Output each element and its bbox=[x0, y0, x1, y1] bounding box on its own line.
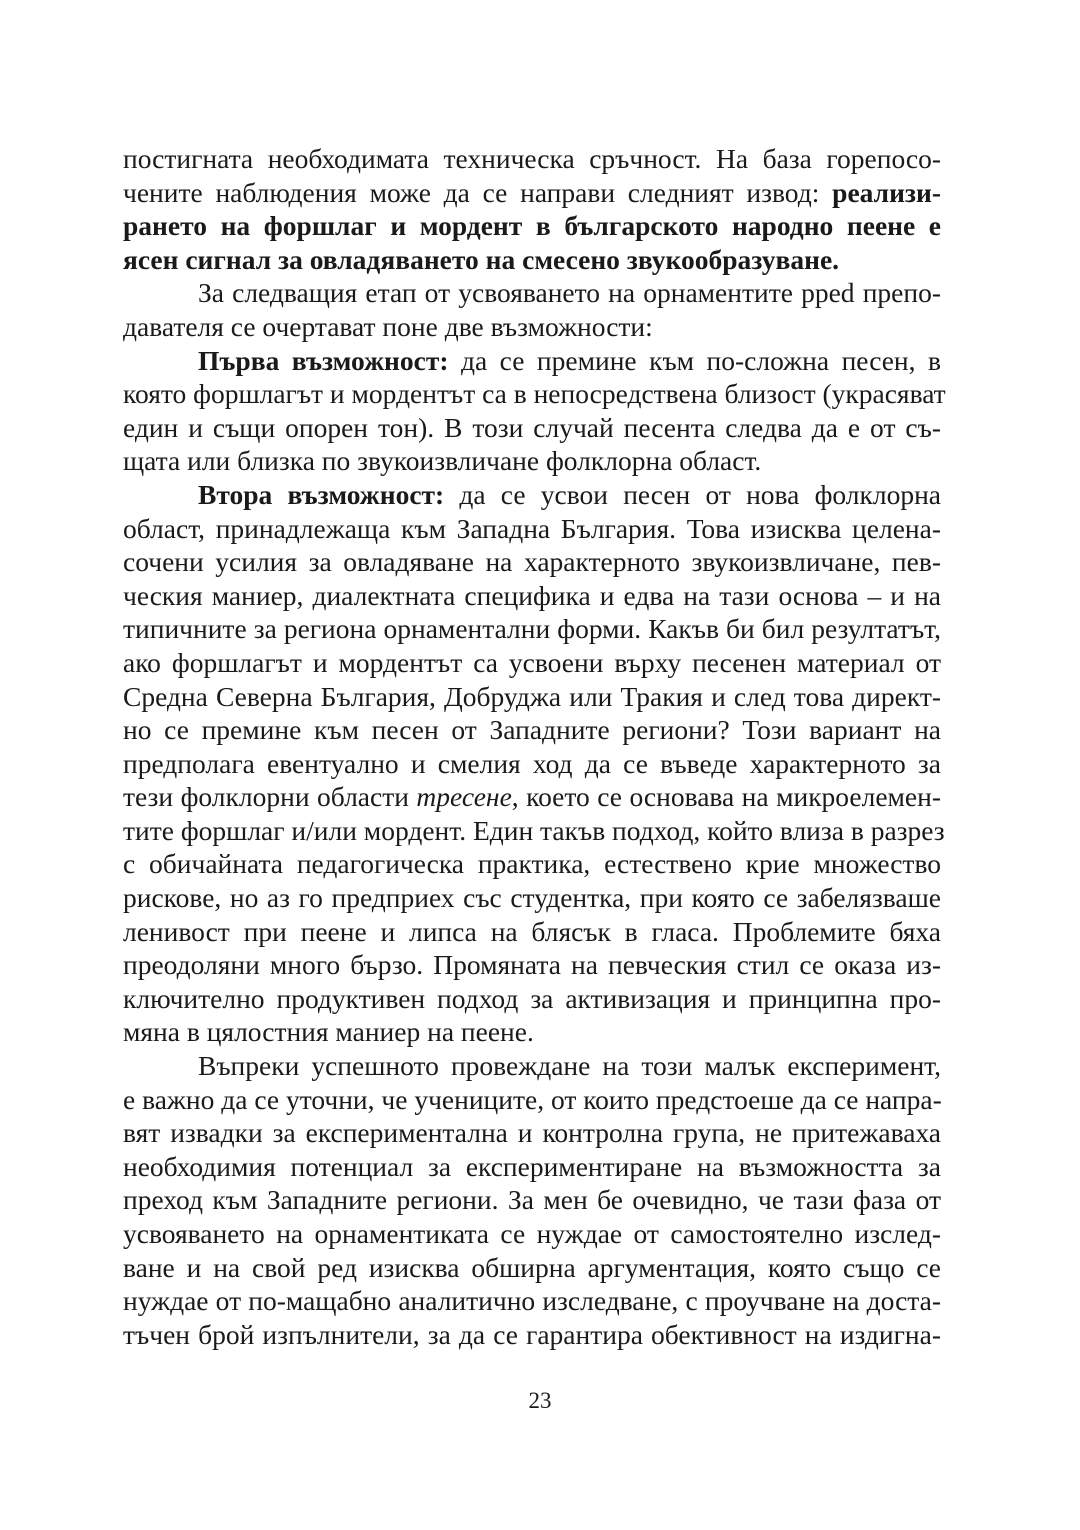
text-line bbox=[123, 579, 941, 613]
text-line bbox=[123, 713, 941, 747]
text-run: преход към Западните региони. За мен бе очевидно, че тази фаза от bbox=[123, 1184, 941, 1216]
text-line bbox=[123, 646, 941, 680]
text-run: щата или близка по звукоизвличане фолклорна област. bbox=[123, 445, 762, 477]
text-line bbox=[123, 915, 941, 949]
text-line bbox=[123, 377, 946, 411]
text-run: преодоляни много бързо. Промяната на певческия стил се оказа из- bbox=[123, 949, 941, 981]
text-run: Въпреки успешното провеждане на този малък експеримент, bbox=[198, 1050, 941, 1082]
text-line bbox=[123, 1318, 941, 1352]
text-line bbox=[123, 1183, 941, 1217]
text-run: мяна в цялостния маниер на пеене. bbox=[123, 1016, 534, 1048]
text-line bbox=[123, 1150, 941, 1184]
text-line bbox=[123, 948, 941, 982]
text-line bbox=[123, 1217, 941, 1251]
text-line bbox=[123, 1083, 941, 1117]
text-run: сочени усилия за овладяване на характерното звукоизвличане, пев- bbox=[123, 546, 941, 578]
text-run: давателя се очертават поне две възможности: bbox=[123, 310, 653, 342]
bold-text: реализи- bbox=[832, 176, 941, 208]
bold-text: рането на форшлаг и мордент в българското народно пеене е bbox=[123, 210, 941, 242]
text-run: усвояването на орнаментиката се нуждае от самостоятелно изслед- bbox=[123, 1218, 941, 1249]
text-run: да се премине към по-сложна песен, в bbox=[448, 344, 941, 376]
text-run: типичните за региона орнаментални форми. Какъв би бил резултатът, bbox=[123, 613, 941, 645]
text-line bbox=[123, 847, 941, 881]
bold-text: Първа възможност: bbox=[198, 344, 449, 376]
text-line bbox=[123, 1015, 941, 1049]
text-run: която форшлагът и мордентът са в непосредствена близост (украсяват bbox=[123, 378, 946, 410]
text-run: нуждае от по-мащабно аналитично изследване, с проучване на доста- bbox=[123, 1285, 941, 1317]
bold-text: Втора възможност: bbox=[198, 478, 445, 510]
text-line bbox=[123, 276, 941, 310]
text-line bbox=[123, 243, 941, 277]
text-line bbox=[123, 142, 941, 176]
text-line bbox=[123, 444, 941, 478]
text-line bbox=[123, 1284, 941, 1318]
text-line bbox=[123, 209, 941, 243]
text-run: да се усвои песен от нова фолклорна bbox=[444, 478, 942, 510]
text-run: ческия маниер, диалектната специфика и едва на тази основа – и на bbox=[123, 579, 941, 611]
text-line bbox=[123, 176, 941, 210]
text-run: тези фолклорни области bbox=[123, 781, 417, 813]
text-run: но се премине към песен от Западните региони? Този вариант на bbox=[123, 714, 941, 746]
text-line bbox=[123, 310, 941, 344]
text-run: Средна Северна България, Добруджа или Тракия и след това директ- bbox=[123, 680, 941, 712]
text-line bbox=[123, 1251, 941, 1285]
text-line bbox=[123, 1049, 941, 1083]
text-line bbox=[123, 814, 945, 848]
text-line bbox=[123, 545, 941, 579]
text-run: е важно да се уточни, че учениците, от които предстоеше да се напра- bbox=[123, 1083, 942, 1115]
text-run: ленивост при пеене и липса на блясък в гласа. Проблемите бяха bbox=[123, 915, 941, 947]
text-run: тите форшлаг и/или мордент. Един такъв подход, който влиза в разрез bbox=[123, 814, 945, 846]
text-run: чените наблюдения може да се направи следният извод: bbox=[123, 176, 833, 208]
text-run: рискове, но аз го предприех със студентка, при която се забелязваше bbox=[123, 882, 941, 914]
italic-text: тресене bbox=[416, 781, 512, 813]
text-line bbox=[123, 780, 941, 814]
text-run: вят извадки за експериментална и контролна група, не притежаваха bbox=[123, 1117, 941, 1149]
text-run: , което се основава на микроелемен- bbox=[511, 781, 942, 813]
page-number: 23 bbox=[528, 1388, 552, 1413]
text-line bbox=[123, 612, 941, 646]
text-line bbox=[123, 881, 941, 915]
text-run: тъчен брой изпълнители, за да се гарантира обективност на издигна- bbox=[123, 1318, 941, 1350]
text-run: предполага евентуално и смелия ход да се въведе характерното за bbox=[123, 747, 941, 779]
text-run: един и същи опорен тон). В този случай песента следва да е от съ- bbox=[123, 411, 941, 443]
text-line bbox=[123, 747, 941, 781]
text-run: ване и на свой ред изисква обширна аргументация, която също се bbox=[123, 1251, 941, 1283]
text-line bbox=[123, 512, 941, 546]
bold-text: ясен сигнал за овладяването на смесено звукообразуване. bbox=[123, 243, 840, 275]
text-run: област, принадлежаща към Западна България. Това изисква целена- bbox=[123, 512, 941, 544]
text-run: необходимия потенциал за експериментиране на възможността за bbox=[123, 1150, 941, 1182]
text-line bbox=[123, 680, 941, 714]
text-run: ключително продуктивен подход за активизация и принципна про- bbox=[123, 982, 941, 1014]
text-line bbox=[123, 411, 941, 445]
text-line bbox=[123, 478, 941, 512]
text-run: постигната необходимата техническа сръчност. На база горепосо- bbox=[123, 143, 941, 174]
text-run: с обичайната педагогическа практика, естествено крие множество bbox=[123, 848, 941, 880]
page-body-text bbox=[123, 142, 946, 1351]
text-run: За следващия етап от усвояването на орнаментите ррed препо- bbox=[198, 277, 941, 309]
text-line bbox=[123, 982, 941, 1016]
text-line bbox=[123, 1116, 941, 1150]
text-line bbox=[123, 344, 941, 378]
text-run: ако форшлагът и мордентът са усвоени върху песенен материал от bbox=[123, 646, 941, 678]
